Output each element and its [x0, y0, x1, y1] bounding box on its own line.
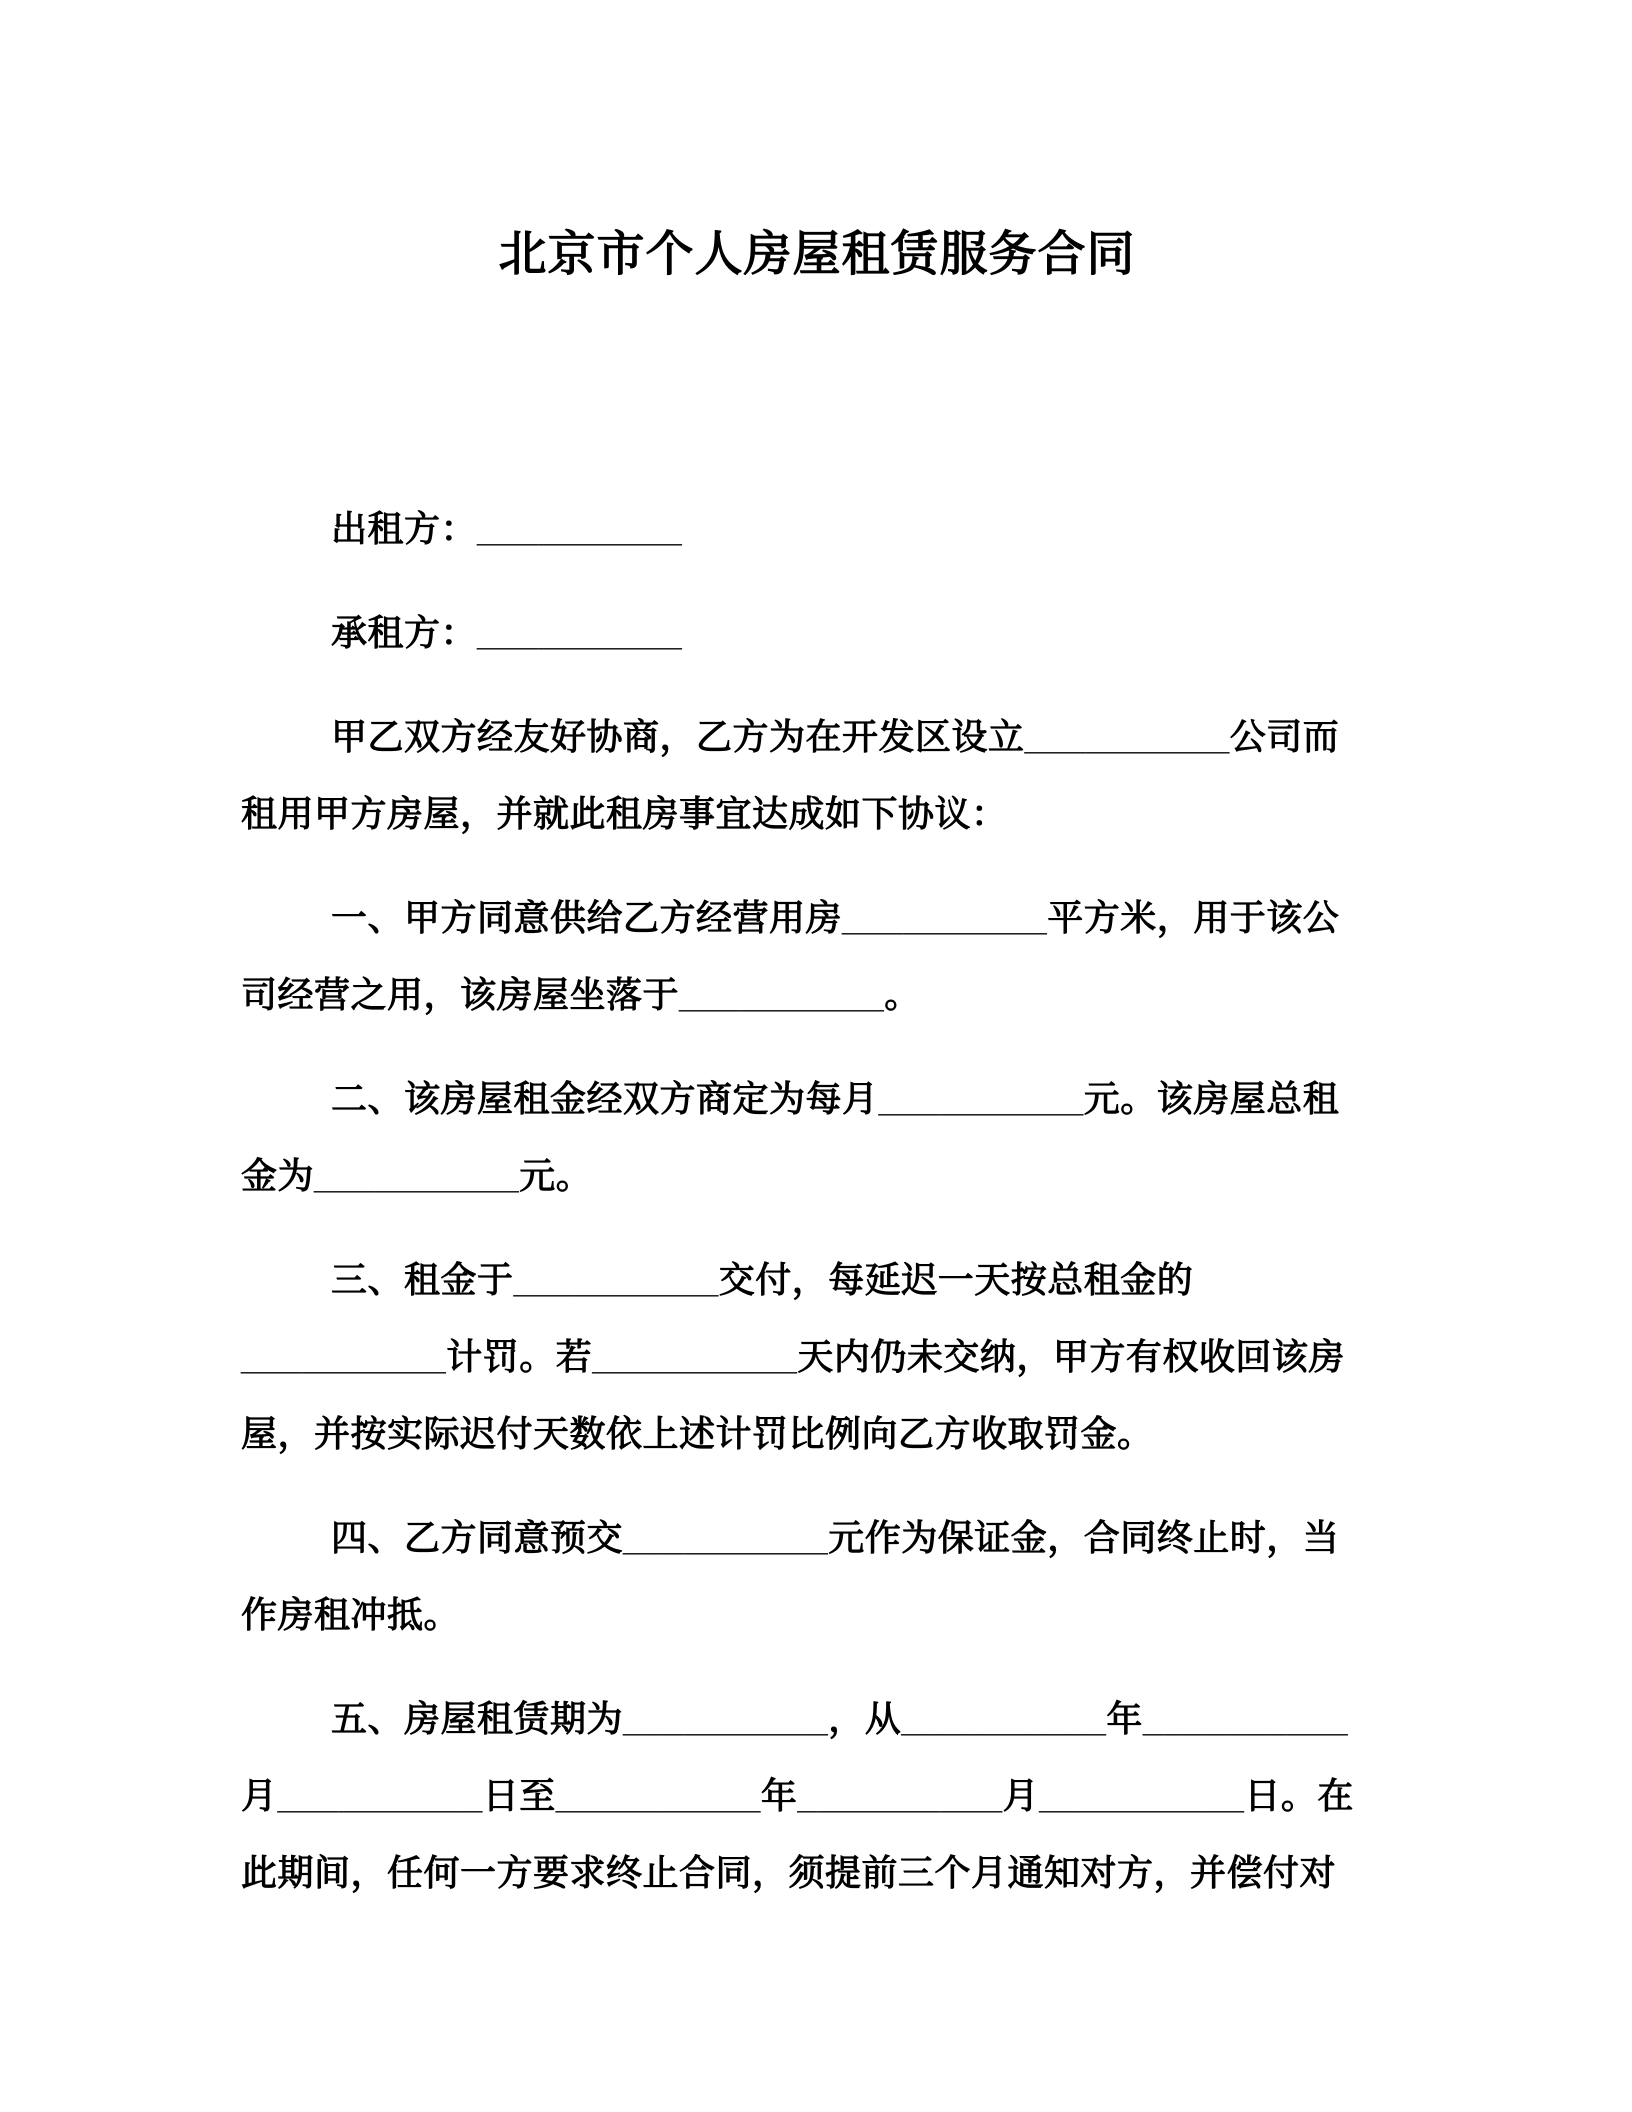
text-line: 屋，并按实际迟付天数依上述计罚比例向乙方收取罚金。: [241, 1413, 1154, 1454]
paragraph-clause-4: [241, 1499, 1393, 1653]
text-line: 二、该房屋租金经双方商定为每月__________元。该房屋总租: [331, 1078, 1340, 1119]
paragraph-clause-2: [241, 1060, 1393, 1214]
document-body: [241, 490, 1393, 1911]
text-line: 租用甲方房屋，并就此租房事宜达成如下协议：: [241, 793, 1008, 834]
text-line: 甲乙双方经友好协商，乙方为在开发区设立__________公司而: [331, 716, 1340, 757]
text-line: 作房租冲抵。: [241, 1594, 461, 1635]
paragraph-preamble: [241, 698, 1393, 852]
text-line: 四、乙方同意预交__________元作为保证金，合同终止时，当: [331, 1517, 1340, 1558]
paragraph-clause-1: [241, 879, 1393, 1033]
text-line: __________计罚。若__________天内仍未交纳，甲方有权收回该房: [241, 1336, 1345, 1377]
text-line: 五、房屋租赁期为__________，从__________年__________: [331, 1698, 1349, 1739]
text-line: 一、甲方同意供给乙方经营用房__________平方米，用于该公: [331, 897, 1340, 938]
text-line: 司经营之用，该房屋坐落于__________。: [241, 974, 921, 1015]
text-line: 承租方：__________: [331, 612, 683, 653]
paragraph-clause-5: [241, 1680, 1393, 1911]
paragraph-clause-3: [241, 1241, 1393, 1472]
text-line: 三、租金于__________交付，每延迟一天按总租金的: [331, 1259, 1194, 1300]
text-line: 出租方：__________: [331, 508, 683, 549]
text-line: 金为__________元。: [241, 1155, 593, 1196]
document-title: 北京市个人房屋租赁服务合同: [498, 228, 1136, 281]
text-line: 此期间，任何一方要求终止合同，须提前三个月通知对方，并偿付对: [241, 1852, 1337, 1893]
text-line: 月__________日至__________年__________月__________日。在: [241, 1775, 1354, 1816]
paragraph-lessee: [241, 594, 1393, 671]
paragraph-lessor: [241, 490, 1393, 567]
